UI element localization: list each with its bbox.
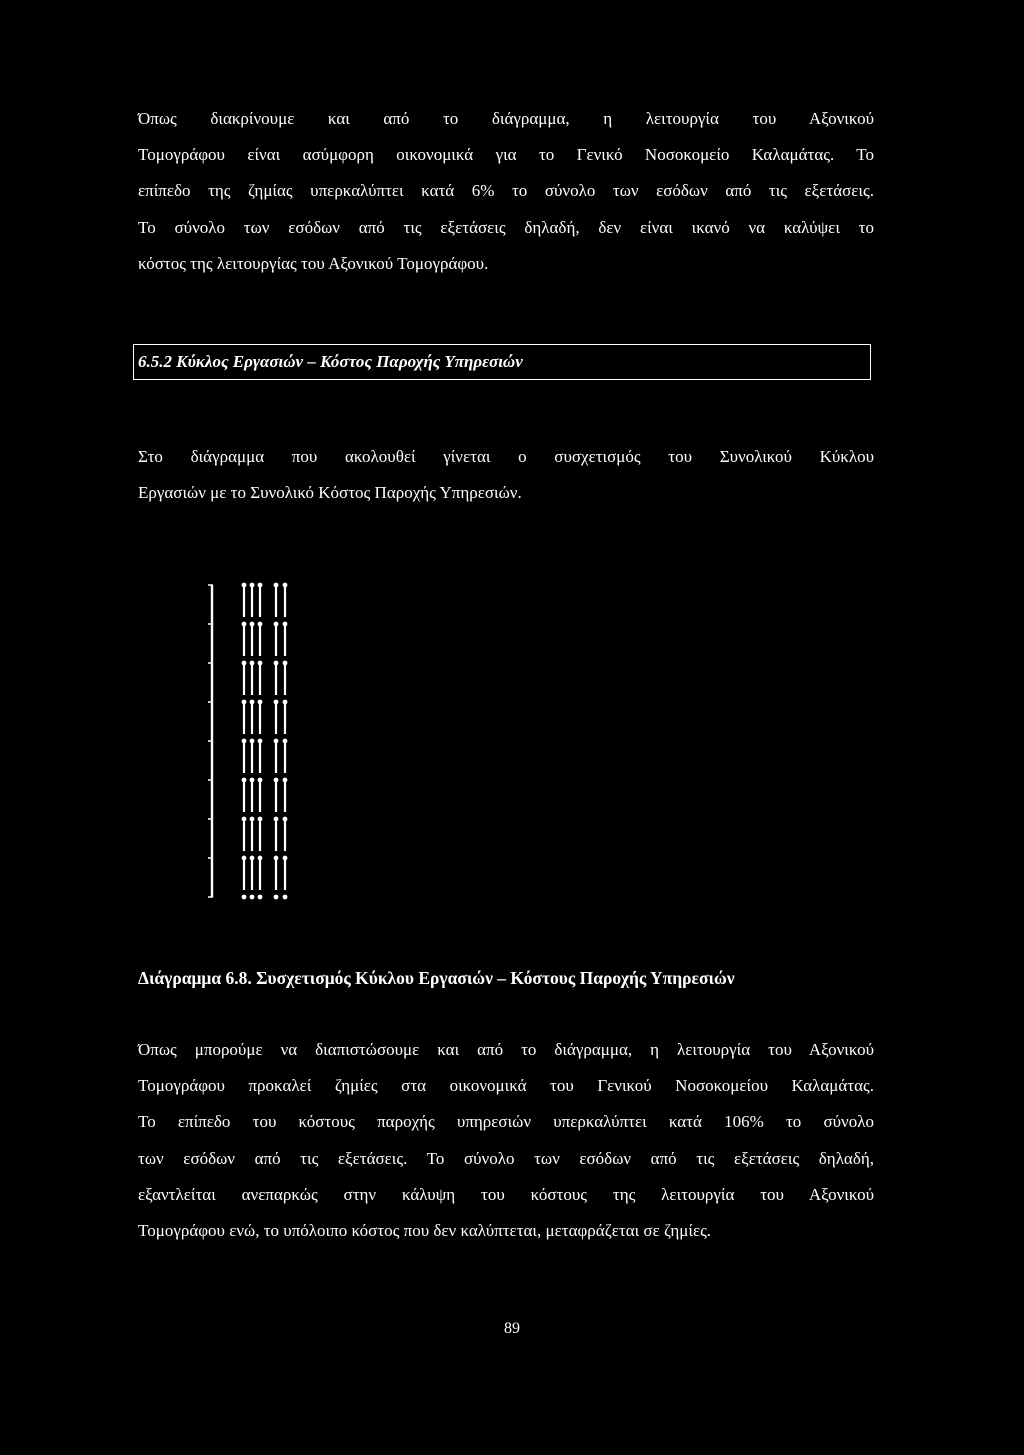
chart-grid-dot	[274, 622, 279, 627]
chart-grid-dot	[258, 661, 263, 666]
chart-grid-dot	[250, 661, 255, 666]
paragraph-line: Τομογράφου είναι ασύμφορη οικονομικά για το Γενικό Νοσοκομείο Καλαμάτας. Το	[138, 145, 874, 165]
section-heading-box	[133, 344, 871, 380]
chart-grid-dot	[258, 778, 263, 783]
chart-grid-dot	[274, 661, 279, 666]
chart-grid-dot	[283, 661, 288, 666]
paragraph-line: Τομογράφου ενώ, το υπόλοιπο κόστος που δεν καλύπτεται, μεταφράζεται σε ζημίες.	[138, 1221, 712, 1241]
chart-grid-dot	[258, 583, 263, 588]
paragraph-line: επίπεδο της ζημίας υπερκαλύπτει κατά 6% το σύνολο των εσόδων από τις εξετάσεις.	[138, 181, 874, 201]
chart-grid-dot	[274, 700, 279, 705]
conclusion-paragraph	[138, 1032, 874, 1249]
chart-intro-paragraph	[138, 439, 874, 511]
chart-grid-dot	[283, 817, 288, 822]
chart-grid-dot	[242, 661, 247, 666]
chart-graphic	[196, 575, 306, 905]
chart-grid-dot	[283, 583, 288, 588]
paragraph-line: Το σύνολο των εσόδων από τις εξετάσεις δηλαδή, δεν είναι ικανό να καλύψει το	[138, 217, 874, 237]
section-heading: 6.5.2 Κύκλος Εργασιών – Κόστος Παροχής Υπηρεσιών	[138, 352, 523, 371]
chart-grid-dot	[250, 583, 255, 588]
figure-caption: Διάγραμμα 6.8. Συσχετισμός Κύκλου Εργασιών – Κόστους Παροχής Υπηρεσιών	[138, 968, 735, 988]
paragraph-line: Όπως διακρίνουμε και από το διάγραμμα, η λειτουργία του Αξονικού	[138, 109, 874, 128]
chart-grid-dot	[258, 895, 263, 900]
chart-grid-dot	[242, 739, 247, 744]
chart-grid-dot	[242, 856, 247, 861]
chart-grid-dot	[250, 739, 255, 744]
chart-grid-dot	[250, 622, 255, 627]
chart-grid-dot	[258, 622, 263, 627]
chart-grid-dot	[274, 583, 279, 588]
paragraph-line: των εσόδων από τις εξετάσεις. Το σύνολο των εσόδων από τις εξετάσεις δηλαδή,	[138, 1148, 874, 1168]
chart-grid-dot	[258, 817, 263, 822]
chart-grid-dot	[274, 856, 279, 861]
chart-grid-dot	[283, 622, 288, 627]
chart-grid-dot	[258, 739, 263, 744]
chart-grid-dot	[250, 778, 255, 783]
paragraph-line: εξαντλείται ανεπαρκώς στην κάλυψη του κόστους της λειτουργία του Αξονικού	[138, 1184, 874, 1204]
chart-grid-dot	[242, 817, 247, 822]
chart-grid-dot	[250, 817, 255, 822]
chart-grid-dot	[242, 778, 247, 783]
chart-grid-dot	[250, 895, 255, 900]
chart-grid-dot	[283, 778, 288, 783]
paragraph-line: Το επίπεδο του κόστους παροχής υπηρεσιών υπερκαλύπτει κατά 106% το σύνολο	[138, 1112, 874, 1132]
chart-grid-dot	[242, 622, 247, 627]
intro-paragraph	[138, 101, 874, 282]
chart-grid-dot	[242, 583, 247, 588]
chart-grid-dot	[283, 856, 288, 861]
chart-grid-dot	[283, 700, 288, 705]
chart-grid-dot	[283, 739, 288, 744]
chart-grid-dot	[274, 739, 279, 744]
chart-grid-dot	[242, 700, 247, 705]
chart-grid-dot	[242, 895, 247, 900]
chart-grid-dot	[258, 856, 263, 861]
paragraph-line: Εργασιών με το Συνολικό Κόστος Παροχής Υπηρεσιών.	[138, 483, 522, 503]
chart-grid-dot	[283, 895, 288, 900]
chart-grid-dot	[274, 895, 279, 900]
chart-grid-dot	[274, 778, 279, 783]
paragraph-line: Τομογράφου προκαλεί ζημίες στα οικονομικά του Γενικού Νοσοκομείου Καλαμάτας.	[138, 1076, 874, 1096]
paragraph-line: Όπως μπορούμε να διαπιστώσουμε και από το διάγραμμα, η λειτουργία του Αξονικού	[138, 1040, 874, 1059]
chart-grid-dot	[258, 700, 263, 705]
page-number: 89	[504, 1320, 520, 1337]
chart-grid-dot	[274, 817, 279, 822]
paragraph-line: Στο διάγραμμα που ακολουθεί γίνεται ο συσχετισμός του Συνολικού Κύκλου	[138, 447, 874, 466]
paragraph-line: κόστος της λειτουργίας του Αξονικού Τομογράφου.	[138, 253, 489, 273]
chart-grid-dot	[250, 856, 255, 861]
chart-grid-dot	[250, 700, 255, 705]
